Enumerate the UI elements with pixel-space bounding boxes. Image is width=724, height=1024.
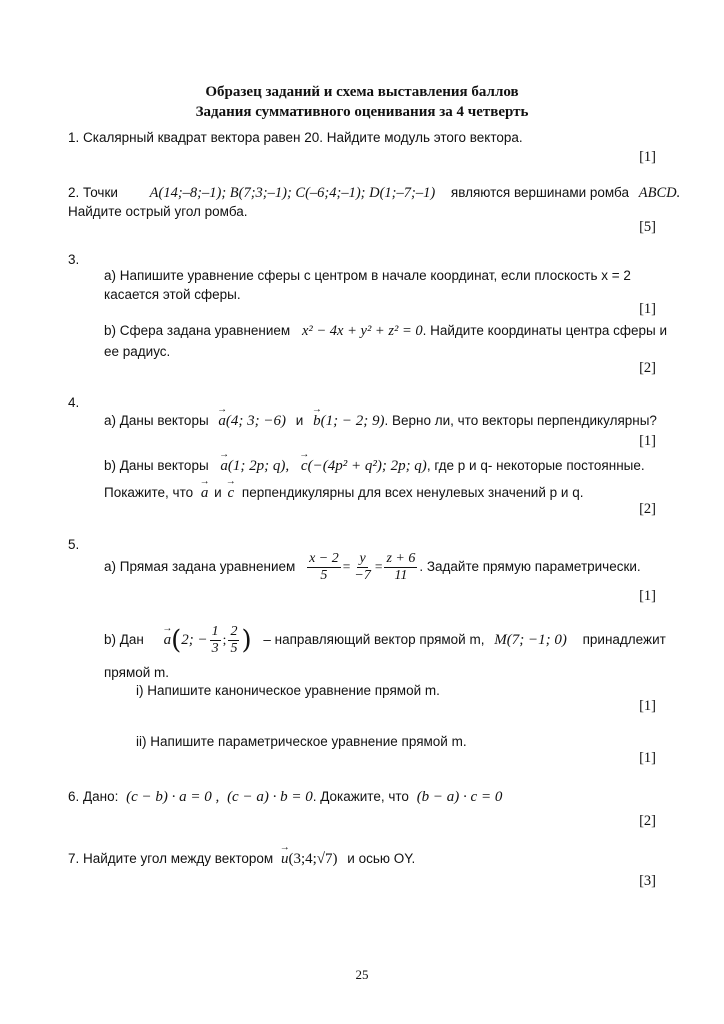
prove-equation: (b − a) · c = 0 bbox=[416, 789, 503, 805]
question-2-score: [5] bbox=[639, 219, 656, 235]
sphere-equation: x² − 4x + y² + z² = 0 bbox=[301, 323, 423, 339]
question-4a-and: и bbox=[295, 413, 304, 428]
vector-a2-coords: (1; 2p; q), bbox=[227, 458, 290, 474]
question-4b-line2-suffix: перпендикулярны для всех ненулевых значений p и q. bbox=[241, 485, 584, 500]
vector-b-coords: (1; − 2; 9) bbox=[320, 413, 385, 429]
given-equation-1: (c − b) · a = 0 , bbox=[126, 789, 220, 805]
document-title: Образец заданий и схема выставления баллов bbox=[205, 84, 519, 100]
question-5b-line2: прямой m. bbox=[104, 665, 170, 680]
question-5b-prefix: b) Дан bbox=[104, 632, 144, 647]
question-4b-line2-and: и bbox=[214, 485, 222, 500]
question-2-line1 bbox=[68, 184, 681, 202]
question-4b-suffix: , где p и q- некоторые постоянные. bbox=[426, 458, 645, 473]
question-4a-line bbox=[104, 412, 657, 430]
question-4b-score: [2] bbox=[639, 501, 656, 517]
question-4-number: 4. bbox=[68, 395, 80, 410]
point-m-coords: (7; −1; 0) bbox=[506, 632, 567, 648]
question-6-mid: . Докажите, что bbox=[312, 789, 409, 804]
vector-u-symbol: → u bbox=[281, 850, 289, 868]
question-3b-line1 bbox=[104, 322, 667, 340]
question-4b-line2-prefix: Покажите, что bbox=[104, 485, 194, 500]
question-1-text: 1. Скалярный квадрат вектора равен 20. Найдите модуль этого вектора. bbox=[68, 130, 523, 145]
vector-a2-symbol: → a bbox=[220, 457, 228, 475]
question-3-number: 3. bbox=[68, 252, 80, 267]
question-6-line bbox=[68, 788, 502, 806]
question-3b-prefix: b) Сфера задана уравнением bbox=[104, 323, 291, 338]
question-3a-line2: касается этой сферы. bbox=[104, 287, 241, 302]
question-5a-prefix: a) Прямая задана уравнением bbox=[104, 559, 296, 574]
question-4b-prefix: b) Даны векторы bbox=[104, 458, 209, 473]
vector-a3-symbol: → a bbox=[201, 484, 209, 502]
question-5a-score: [1] bbox=[639, 588, 656, 604]
direction-vector-fraction-2: $\frac{2}{5}$ bbox=[230, 623, 238, 656]
document-subtitle: Задания суммативного оценивания за 4 четверть bbox=[195, 104, 529, 120]
question-5b-ii: ii) Напишите параметрическое уравнение прямой m. bbox=[136, 734, 467, 749]
question-7-suffix: и осью OY. bbox=[347, 851, 416, 866]
line-eq-fraction-1: $\frac{x - 2}{5}$ bbox=[309, 550, 339, 583]
question-3b-score: [2] bbox=[639, 360, 656, 376]
question-7-score: [3] bbox=[639, 873, 656, 889]
page-number: 25 bbox=[355, 967, 369, 982]
given-equation-2: (c − a) · b = 0 bbox=[227, 789, 313, 805]
line-eq-fraction-2: $\frac{y}{-7}$ bbox=[354, 550, 371, 583]
question-5-number: 5. bbox=[68, 537, 80, 552]
question-6-score: [2] bbox=[639, 813, 656, 829]
question-7-line bbox=[68, 850, 415, 868]
vector-c-symbol: → c bbox=[301, 457, 308, 475]
vector-c-coords: (−(4p² + q²); 2p; q) bbox=[307, 458, 427, 474]
vector-a-symbol: → a bbox=[218, 412, 226, 430]
question-3a-line1: a) Напишите уравнение сферы с центром в начале координат, если плоскость x = 2 bbox=[104, 268, 631, 283]
question-5b-suffix: принадлежит bbox=[582, 632, 666, 647]
question-4b-line1 bbox=[104, 457, 645, 475]
question-2-line2: Найдите острый угол ромба. bbox=[68, 204, 248, 219]
question-4b-line2 bbox=[104, 484, 583, 502]
question-5b-i-score: [1] bbox=[639, 698, 656, 714]
question-5b-i: i) Напишите каноническое уравнение прямой m. bbox=[136, 683, 440, 698]
question-4a-score: [1] bbox=[639, 433, 656, 449]
question-3b-line2: ее радиус. bbox=[104, 344, 171, 359]
question-1-score: [1] bbox=[639, 149, 656, 165]
question-5a-suffix: . Задайте прямую параметрически. bbox=[419, 559, 641, 574]
question-3b-suffix: . Найдите координаты центра сферы и bbox=[422, 323, 667, 338]
question-5b-line1: b) Дан → a(2; − $\frac{1}{3}$ ; $\frac{2}{5}$ ) – направляющий вектор прямой m, M(7; −1; 0) принадлежит bbox=[104, 620, 656, 660]
vector-b-symbol: → b bbox=[313, 412, 321, 430]
direction-vector-fraction-1: $\frac{1}{3}$ bbox=[211, 623, 219, 656]
question-2-rhombus: ABCD. bbox=[638, 185, 681, 201]
question-5a-line: a) Прямая задана уравнением $\frac{x - 2}{5}$ = $\frac{y}{-7}$ = $\frac{z + 6}{11}$ . Задайте прямую параметрически. bbox=[104, 550, 641, 583]
vector-a-coords: (4; 3; −6) bbox=[225, 413, 287, 429]
direction-vector-symbol: → a bbox=[164, 620, 172, 660]
question-5b-mid: – направляющий вектор прямой m, bbox=[263, 632, 485, 647]
point-m-label: M bbox=[494, 632, 507, 648]
question-2-points: A(14;–8;–1); B(7;3;–1); C(–6;4;–1); D(1;–7;–1) bbox=[149, 185, 436, 201]
question-7-prefix: 7. Найдите угол между вектором bbox=[68, 851, 274, 866]
vector-u-coords: (3;4;√7) bbox=[288, 851, 338, 867]
question-2-prefix: 2. Точки bbox=[68, 185, 118, 200]
line-eq-fraction-3: $\frac{z + 6}{11}$ bbox=[386, 550, 416, 583]
question-6-prefix: 6. Дано: bbox=[68, 789, 119, 804]
question-3a-score: [1] bbox=[639, 301, 656, 317]
question-5b-ii-score: [1] bbox=[639, 750, 656, 766]
question-4a-suffix: . Верно ли, что векторы перпендикулярны? bbox=[384, 413, 657, 428]
vector-c2-symbol: → c bbox=[227, 484, 234, 502]
direction-vector-c1: 2; − bbox=[181, 632, 208, 648]
question-4a-prefix: a) Даны векторы bbox=[104, 413, 209, 428]
question-2-mid: являются вершинами ромба bbox=[450, 185, 629, 200]
